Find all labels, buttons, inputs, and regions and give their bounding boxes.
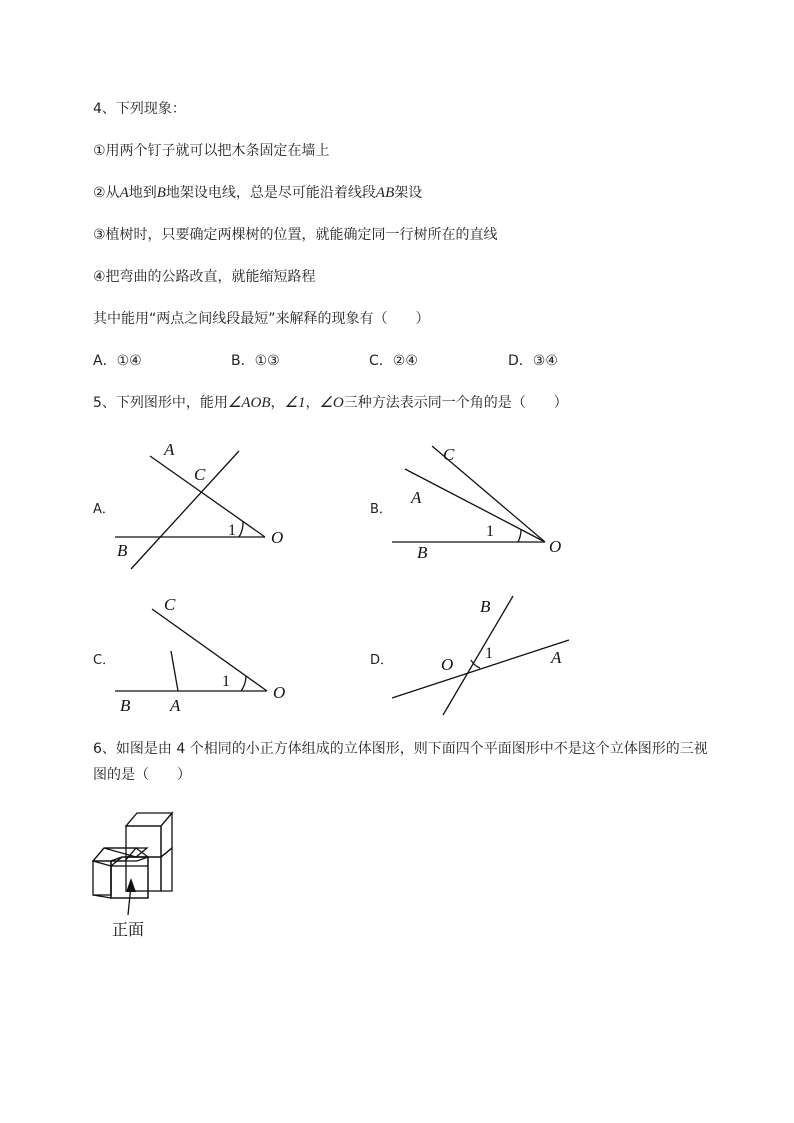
- figure-d-line-ob: [443, 596, 513, 715]
- cube-lower-back-side: [161, 848, 172, 891]
- fig-c-label-1: C: [164, 595, 176, 614]
- q6-question-line-2: 图的是（ ）: [93, 767, 191, 783]
- q6-cube-solid: [93, 813, 172, 915]
- q4-item-4: ④把弯曲的公路改直，就能缩短路程: [93, 269, 316, 285]
- q5-option-a-label: A．: [93, 502, 115, 517]
- q4-item-2: ②从A地到B地架设电线，总是尽可能沿着线段AB架设: [93, 185, 423, 201]
- fig-a-label-2: C: [194, 465, 206, 484]
- fig-b-label-1: C: [443, 445, 455, 464]
- fig-c-label-2: B: [120, 696, 131, 715]
- fig-a-angle-label: 1: [228, 522, 236, 539]
- fig-b-label-2: A: [411, 488, 422, 507]
- q4-option-c: C．②④: [369, 353, 418, 369]
- q4-title: 4、下列现象：: [93, 101, 186, 117]
- fig-a-label-4: O: [271, 528, 284, 547]
- cube-upper-front: [126, 826, 161, 857]
- cube-top-face: [126, 813, 172, 826]
- figure-b-ray-oa: [405, 469, 545, 542]
- figure-a-transversal: [131, 451, 239, 569]
- fig-a-label-1: A: [164, 440, 175, 459]
- cube-upper-side: [161, 813, 172, 857]
- fig-d-angle-label: 1: [485, 645, 493, 662]
- q4-item-3: ③植树时，只要确定两棵树的位置，就能确定同一行树所在的直线: [93, 227, 498, 243]
- figure-d-line-oa: [392, 640, 569, 698]
- cube-front-face: [111, 866, 148, 898]
- figure-a: [115, 451, 265, 569]
- front-arrow-head: [126, 878, 136, 892]
- q4-item-1: ①用两个钉子就可以把木条固定在墙上: [93, 143, 330, 159]
- q5-option-b-label: B．: [370, 502, 392, 517]
- fig-d-label-3: A: [551, 648, 562, 667]
- fig-b-angle-label: 1: [486, 523, 494, 540]
- fig-c-label-3: A: [170, 696, 181, 715]
- q4-option-d: D．③④: [508, 353, 558, 369]
- q4-question: 其中能用“两点之间线段最短”来解释的现象有（ ）: [93, 311, 430, 327]
- q6-front-label: 正面: [112, 920, 145, 939]
- fig-c-label-4: O: [273, 683, 286, 702]
- fig-b-label-4: O: [549, 537, 562, 556]
- figure-b-angle-arc: [518, 530, 521, 542]
- cube-front-left-side: [93, 861, 111, 895]
- q5-option-c-label: C．: [93, 653, 116, 668]
- figure-c-segment: [171, 651, 178, 691]
- figure-c-angle-arc: [241, 676, 246, 691]
- q5-option-d-label: D．: [370, 653, 394, 668]
- fig-b-label-3: B: [417, 543, 428, 562]
- figure-c-ray-oc: [152, 609, 267, 691]
- q5-question: 5、下列图形中，能用∠AOB，∠1，∠O三种方法表示同一个角的是（ ）: [93, 395, 568, 411]
- figure-a-angle-arc: [239, 522, 243, 537]
- fig-a-label-3: B: [117, 541, 128, 560]
- fig-c-angle-label: 1: [222, 673, 230, 690]
- fig-d-label-1: B: [480, 597, 491, 616]
- figure-c: [115, 609, 267, 691]
- q4-option-a: A．①④: [93, 353, 142, 369]
- q6-question-line-1: 6、如图是由 4 个相同的小正方体组成的立体图形，则下面四个平面图形中不是这个立体图形的三视: [93, 741, 708, 757]
- figure-a-ray-oa: [150, 456, 265, 537]
- q4-option-b: B．①③: [231, 353, 280, 369]
- fig-d-label-2: O: [441, 655, 454, 674]
